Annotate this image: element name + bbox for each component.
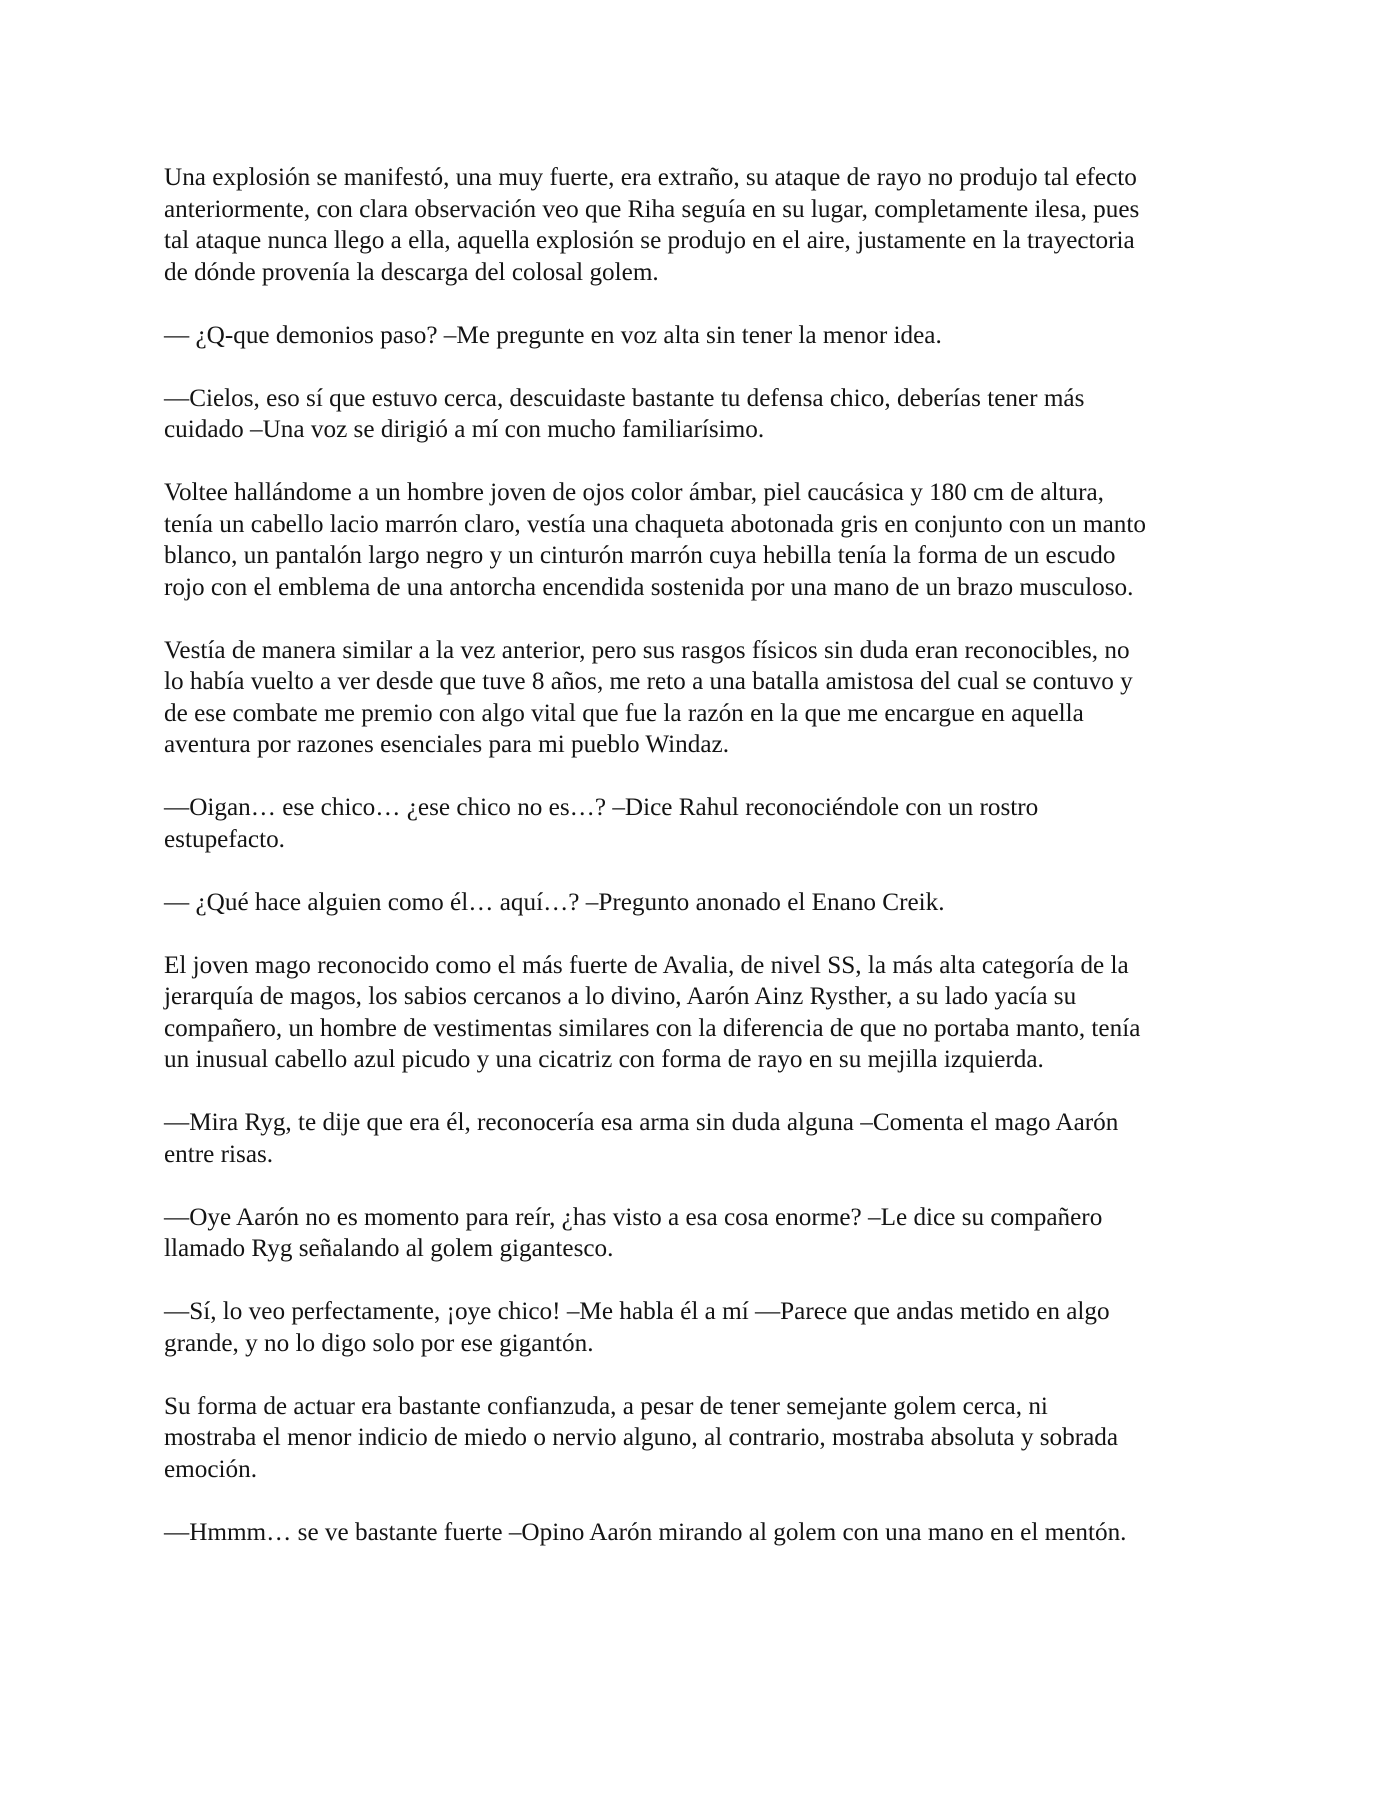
paragraph: —Oye Aarón no es momento para reír, ¿has visto a esa cosa enorme? –Le dice su compañero llamado Ryg señalando al golem gigantesco. [164, 1203, 1103, 1262]
paragraph: —Oigan… ese chico… ¿ese chico no es…? –Dice Rahul reconociéndole con un rostro estupefacto. [164, 794, 1039, 853]
paragraph: — ¿Q-que demonios paso? –Me pregunte en voz alta sin tener la menor idea. [164, 321, 942, 349]
paragraph: —Cielos, eso sí que estuvo cerca, descuidaste bastante tu defensa chico, deberías tener más cuidado –Una voz se dirigió a mí con mucho familiarísimo. [164, 384, 1085, 443]
paragraph: — ¿Qué hace alguien como él… aquí…? –Pregunto anonado el Enano Creik. [164, 888, 945, 916]
paragraph: Una explosión se manifestó, una muy fuerte, era extraño, su ataque de rayo no produjo tal efecto anteriormente, con clara observación veo que Riha seguía en su lugar, completamente ilesa, pues tal ataque nunca llego a ella, aquella explosión se produjo en el aire, justamente en la trayectoria de dónde provenía la descarga del colosal golem. [164, 164, 1140, 286]
paragraph: Voltee hallándome a un hombre joven de ojos color ámbar, piel caucásica y 180 cm de altura, tenía un cabello lacio marrón claro, vestía una chaqueta abotonada gris en conjunto con un manto blanco, un pantalón largo negro y un cinturón marrón cuya hebilla tenía la forma de un escudo rojo con el emblema de una antorcha encendida sostenida por una mano de un brazo musculoso. [164, 479, 1146, 601]
paragraph: Vestía de manera similar a la vez anterior, pero sus rasgos físicos sin duda eran reconocibles, no lo había vuelto a ver desde que tuve 8 años, me reto a una batalla amistosa del cual se contuvo y de ese combate me premio con algo vital que fue la razón en la que me encargue en aquella aventura por razones esenciales para mi pueblo Windaz. [164, 636, 1133, 758]
paragraph: —Sí, lo veo perfectamente, ¡oye chico! –Me habla él a mí —Parece que andas metido en algo grande, y no lo digo solo por ese gigantón. [164, 1298, 1110, 1357]
paragraph: El joven mago reconocido como el más fuerte de Avalia, de nivel SS, la más alta categoría de la jerarquía de magos, los sabios cercanos a lo divino, Aarón Ainz Rysther, a su lado yacía su compañero, un hombre de vestimentas similares con la diferencia de que no portaba manto, tenía un inusual cabello azul picudo y una cicatriz con forma de rayo en su mejilla izquierda. [164, 951, 1141, 1073]
document-body [164, 162, 1250, 1580]
paragraph: —Mira Ryg, te dije que era él, reconocería esa arma sin duda alguna –Comenta el mago Aarón entre risas. [164, 1109, 1119, 1168]
paragraph: —Hmmm… se ve bastante fuerte –Opino Aarón mirando al golem con una mano en el mentón. [164, 1518, 1127, 1546]
paragraph: Su forma de actuar era bastante confianzuda, a pesar de tener semejante golem cerca, ni mostraba el menor indicio de miedo o nervio alguno, al contrario, mostraba absoluta y sobrada emoción. [164, 1392, 1119, 1483]
